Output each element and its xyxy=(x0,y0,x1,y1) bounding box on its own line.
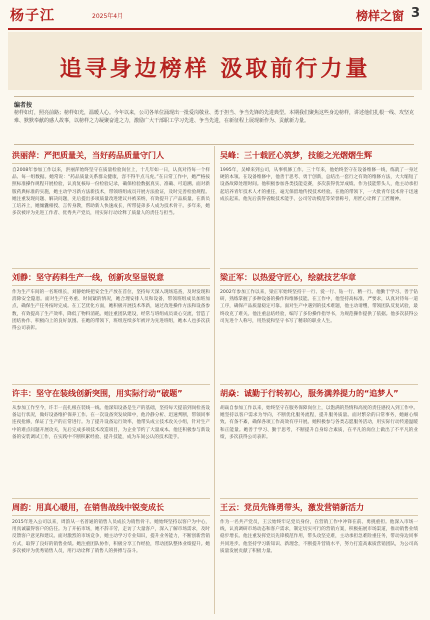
article-zhou-yun xyxy=(12,502,210,612)
article-title: 吴峰：三十载匠心筑梦，技能之光熠熠生辉 xyxy=(220,150,418,164)
section-title: 榜样之窗 xyxy=(355,9,404,23)
article-title: 洪丽萍：严把质量关，当好药品质量守门人 xyxy=(12,150,210,164)
article-wu-feng xyxy=(220,150,418,264)
article-title: 许丰：坚守在装线创新突围，用实际行动“破题” xyxy=(12,388,210,402)
article-body: 1995年，吴峰来到公司，从事机修工作。三十年来，他始终坚守在设备维修一线，练就了一身过硬的本领。在设备维修中，他善于思考、勇于创新，总结出一套行之有效的维修方法，大大缩短了设备故障处理时间。他积极参加各类技能竞赛，多次获得优异成绩。作为技能带头人，他主动承担起培养青年技术人才的重任，毫无保留地传授技术经验。在他的带领下，一大批青年技术骨干迅速成长起来。他先后获得省级技术能手、公司劳动模范等荣誉称号，用匠心诠释了工匠精神。 xyxy=(220,168,418,202)
masthead xyxy=(8,4,422,30)
article-body: 从参加工作至今，许丰一直扎根在装线一线。他深知设备是生产的基础，坚持每天提前到岗检查设备运行状况，做好设备维护保养工作。在一次设备突发故障中，他冷静分析、迅速判断，带领同事连夜抢修，保证了生产的正常进行。为了提升设备运行效率，他带头成立技术攻关小组，针对生产中的难点问题开展攻关，先后完成多项技术改造项目，为企业节约了大量成本。他还积极参与新设备的安装调试工作，在实践中不断积累经验、提升技能，成为车间公认的技术能手。 xyxy=(12,406,210,440)
editor-note-text: 榜样如灯，照亮前路；榜样如光，温暖人心。今年以来，公司各单位涌现出一批爱岗敬业、勇于担当、争当先锋的先进典型。本期我们聚焦这些身边榜样，讲述他们扎根一线、攻坚克难、默默奉献的感人故事，以榜样之力凝聚奋进之力，激励广大干部职工学习先进、争当先进，在新征程上展现新作为、贡献新力量。 xyxy=(14,110,414,124)
article-body: 作为一名共产党员，王云始终牢记党员身份，在营销工作中冲锋在前、勇挑重担。他深入市场一线，认真调研市场动态和客户需求，制定切实可行的营销方案，积极拓展市场渠道，推动销售业绩稳步增长。他注重发挥党员先锋模范作用，带头攻坚克难，主动承担急难险重任务，带动身边同事共同进步。他坚持学习新知识、新理念，不断提升营销水平，努力打造高素质营销团队，为公司高质量发展贡献了积极力量。 xyxy=(220,520,418,554)
article-liang-zhengjun xyxy=(220,272,418,380)
article-hong-liping xyxy=(12,150,210,264)
page-headline: 追寻身边榜样 汲取前行力量 xyxy=(59,57,371,82)
article-title: 周韵：用真心暖用，在销售战线中锐变成长 xyxy=(12,502,210,516)
article-body: 自2008年参加工作以来，洪丽萍始终坚守在质量检验岗位上，十几年如一日，认真对待每一个样品、每一组数据。她常说：“药品质量关系群众健康，容不得半点马虎。”在日常工作中，她严格按照标准操作规程开展检验，认真复核每一份检验记录，确保检验数据真实、准确、可追溯。面对新版药典标准的实施，她主动学习新方法新技术，带领班组成员开展方法验证，及时完善检验规程。她注重发现问题、解决问题，先后提出多项质量改进建议并被采纳，有效提升了产品质量。在新员工培养上，她倾囊相授、言传身教，帮助新人快速成长，所带徒弟多人成为技术骨干。多年来，她多次被评为先进工作者、优秀共产党员，用实际行动诠释了质量人的责任与担当。 xyxy=(12,168,210,217)
editor-note xyxy=(14,96,414,145)
column-divider xyxy=(214,146,215,614)
row-divider-right-2 xyxy=(220,384,418,385)
row-divider-right-1 xyxy=(220,268,418,269)
article-body: 胡焱自参加工作以来，始终坚守在服务保障岗位上，以饱满的热情和高度的责任感投入到工作中。她坚持以客户需求为导向，不断优化服务流程，提升服务质量。面对繁杂的日常事务，她耐心细致、有条不紊，确保各项工作高效有序开展。她积极参与各类志愿服务活动，用实际行动传递温暖和正能量。她善于学习、勤于思考，不断提升自身综合素质，在平凡的岗位上做出了不平凡的业绩，多次获得公司表彰。 xyxy=(220,406,418,440)
article-title: 刘静：坚守药料生产一线，创新攻坚显锐意 xyxy=(12,272,210,286)
row-divider-right-3 xyxy=(220,498,418,499)
article-xu-feng xyxy=(12,388,210,494)
article-body: 作为生产车间的一名班组长，刘静始终把安全生产放在首位，坚持每天深入现场巡查，及时发现和消除安全隐患。面对生产任务重、时间紧的情况，她合理安排人员和设备，带领班组成员加班加点，确保生产任务按时完成。在工艺优化方面，她积极开展技术革新，通过改进操作方法和设备参数，有效提高了生产效率，降低了物料消耗。她注重团队建设，经常与班组成员谈心交流，营造了团结协作、积极向上的良好氛围。在她的带领下，班组连续多年被评为先进班组，她本人也多次获得公司表彰。 xyxy=(12,290,210,332)
editor-note-label: 编者按 xyxy=(14,102,33,109)
article-title: 王云：党员先锋勇带头，激发营销新活力 xyxy=(220,502,418,516)
issue-date: 2025年4月 xyxy=(92,13,124,20)
row-divider-left-2 xyxy=(12,384,210,385)
row-divider-left-1 xyxy=(12,268,210,269)
article-liu-jing xyxy=(12,272,210,380)
article-title: 胡焱：诚勤于行转初心，服务满养提力的“追梦人” xyxy=(220,388,418,402)
article-hu-yan xyxy=(220,388,418,494)
row-divider-left-3 xyxy=(12,498,210,499)
article-wang-yun xyxy=(220,502,418,612)
article-body: 2002年参加工作以来，梁正军始终坚持干一行、爱一行、钻一行、精一行。他勤于学习、善于钻研，熟练掌握了多种设备的操作和维修技能。在工作中，他坚持高标准、严要求，认真对待每一道工序，确保产品质量稳定可靠。面对生产中遇到的技术难题，他主动请缨，带领团队反复试验，最终攻克了难关。他注重总结经验，编写了多份操作指导书，为规范操作提供了依据。他多次获得公司先进个人称号，用热爱和坚守书写了精彩的职业人生。 xyxy=(220,290,418,324)
newspaper-logo: 杨子江 xyxy=(10,8,55,24)
article-body: 2015年进入公司以来，周韵从一名普通的销售人员成长为销售骨干。她始终坚持以客户为中心，用真诚赢得客户的信任。为了开拓市场，她不辞辛劳，走访了大量客户，深入了解市场需求，及时反馈客户意见和建议。面对激烈的市场竞争，她主动学习专业知识，提升业务能力，不断创新营销方式，取得了良好的销售业绩。她注重团队协作，积极分享工作经验，带动团队整体业绩提升。她多次被评为优秀销售人员，用行动诠释了销售人的拼搏与奋斗。 xyxy=(12,520,210,554)
page-number: 3 xyxy=(410,6,420,21)
article-title: 梁正军：以热爱守匠心，绘就技艺华章 xyxy=(220,272,418,286)
